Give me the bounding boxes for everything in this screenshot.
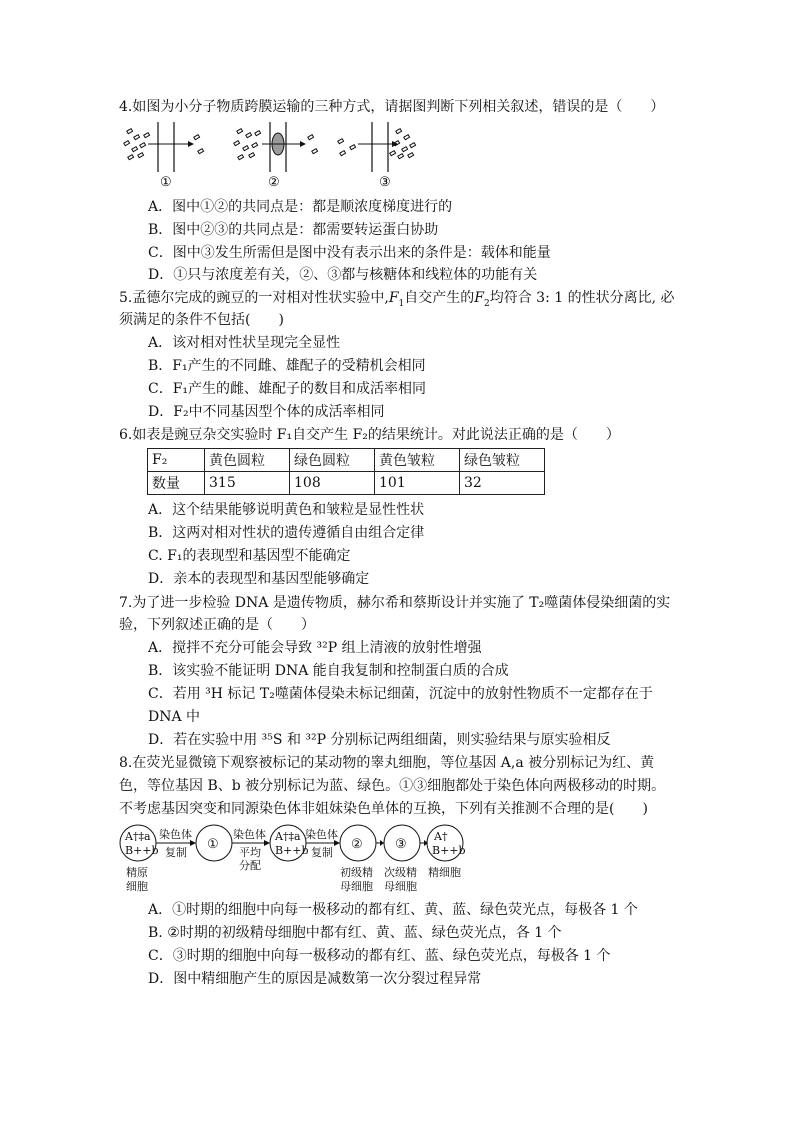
table-row <box>148 472 545 495</box>
q5-stem-part-a: 5.孟德尔完成的豌豆的一对相对性状实验中, <box>119 290 389 306</box>
table-header-cell: 绿色皱粒 <box>460 449 545 472</box>
q5-option-d: D．F₂中不同基因型个体的成活率相同 <box>148 404 385 420</box>
q7-option-d: D．若在实验中用 ³⁵S 和 ³²P 分别标记两组细菌，则实验结果与原实验相反 <box>148 732 611 748</box>
q4-membrane-transport-figure <box>118 122 418 190</box>
q8-stem-line3: 不考虑基因突变和同源染色体非姐妹染色单体的互换，下列有关推测不合理的是( ) <box>119 801 648 817</box>
q6-option-a: A．这个结果能够说明黄色和皱粒是显性性状 <box>148 502 425 518</box>
cell2-bottom-genes: B++b <box>275 844 309 857</box>
table-header-cell: 黄色皱粒 <box>375 449 460 472</box>
arrow2-label-line1: 染色体 <box>233 828 266 841</box>
q4-option-d: D．①只与浓度差有关，②、③都与核糖体和线粒体的功能有关 <box>148 267 538 283</box>
table-cell: 数量 <box>148 472 205 495</box>
circle2-label: ② <box>351 837 363 852</box>
arrow3-label-line2: 复制 <box>311 846 333 859</box>
table-header-cell: 绿色圆粒 <box>290 449 375 472</box>
table-cell: 108 <box>290 472 375 495</box>
circle3-caption-line1: 次级精 <box>384 866 417 879</box>
q5-option-c: C．F₁产生的雌、雄配子的数目和成活率相同 <box>148 381 427 397</box>
q5-f2-sub: 2 <box>483 298 490 309</box>
circle2-caption-line2: 母细胞 <box>340 880 373 893</box>
cell3-top-genes: A† <box>434 830 448 843</box>
figure-label-3: ③ <box>379 175 391 190</box>
table-header-row <box>148 449 545 472</box>
q7-option-b: B．该实验不能证明 DNA 能自我复制和控制蛋白质的合成 <box>148 663 509 679</box>
q8-option-a: A．①时期的细胞中向每一极移动的都有红、黄、蓝、绿色荧光点，每极各 1 个 <box>148 902 638 918</box>
q4-stem: 4.如图为小分子物质跨膜运输的三种方式，请据图判断下列相关叙述，错误的是（ ） <box>119 99 665 115</box>
diffusion-panel-3 <box>338 122 416 172</box>
q8-stem-line1: 8.在荧光显微镜下观察被标记的某动物的睾丸细胞，等位基因 A,a 被分别标记为红、黄 <box>119 755 655 771</box>
cell3-caption: 精细胞 <box>428 866 461 879</box>
cell1-bottom-genes: B++b <box>125 844 159 857</box>
figure-label-2: ② <box>268 175 280 190</box>
cell1-label-line2: 细胞 <box>126 880 148 893</box>
q8-stem-line2: 色，等位基因 B、b 被分别标记为蓝、绿色。①③细胞都处于染色体向两极移动的时期。 <box>119 778 666 794</box>
q5-option-a: A．该对相对性状呈现完全显性 <box>148 335 341 351</box>
q8-option-c: C．③时期的细胞中向每一极移动的都有红、蓝、绿色荧光点，每极各 1 个 <box>148 948 611 964</box>
figure-label-1: ① <box>160 175 172 190</box>
q6-option-c: C. F₁的表现型和基因型不能确定 <box>148 548 351 564</box>
cell2-top-genes: A†‡a <box>275 830 301 843</box>
arrow2-label-line2: 平均 <box>239 846 261 859</box>
q6-stem: 6.如表是豌豆杂交实验时 F₁自交产生 F₂的结果统计。对此说法正确的是（ ） <box>119 427 620 443</box>
q4-option-a: A．图中①②的共同点是：都是顺浓度梯度进行的 <box>148 199 453 215</box>
circle3-caption-line2: 母细胞 <box>384 880 417 893</box>
table-header-cell: 黄色圆粒 <box>205 449 290 472</box>
q5-option-b: B．F₁产生的不同雌、雄配子的受精机会相同 <box>148 358 426 374</box>
q5-stem-part-c: 均符合 3: 1 的性状分离比, 必 <box>489 290 675 306</box>
circle1-label: ① <box>207 837 219 852</box>
diffusion-panel-1 <box>124 122 204 172</box>
arrow2-label-line3: 分配 <box>239 859 261 872</box>
q8-option-d: D．图中精细胞产生的原因是减数第一次分裂过程异常 <box>148 971 482 987</box>
table-header-cell: F₂ <box>148 449 205 472</box>
table-cell: 32 <box>460 472 545 495</box>
q5-stem <box>119 289 675 307</box>
q4-option-c: C．图中③发生所需但是图中没有表示出来的条件是：载体和能量 <box>148 245 551 261</box>
arrow1-label-line2: 复制 <box>165 846 187 859</box>
cell1-label-line1: 精原 <box>126 866 148 879</box>
q4-option-b: B．图中②③的共同点是：都需要转运蛋白协助 <box>148 222 439 238</box>
cell3-bottom-genes: B++b <box>432 844 466 857</box>
circle3-label: ③ <box>395 837 407 852</box>
q7-option-c: C．若用 ³H 标记 T₂噬菌体侵染未标记细菌，沉淀中的放射性物质不一定都存在于 <box>148 686 653 702</box>
q6-option-b: B．这两对相对性状的遗传遵循自由组合定律 <box>148 525 425 541</box>
q7-stem-line2: 验，下列叙述正确的是（ ） <box>119 617 315 633</box>
q6-option-d: D．亲本的表现型和基因型能够确定 <box>148 571 370 587</box>
q7-stem-line1: 7.为了进一步检验 DNA 是遗传物质，赫尔希和蔡斯设计并实施了 T₂噬菌体侵染细菌的实 <box>119 595 671 611</box>
q5-stem-part-b: 自交产生的 <box>404 290 475 306</box>
diffusion-panel-2 <box>234 122 318 172</box>
q5-f1: F <box>388 290 399 306</box>
q8-option-b: B. ②时期的初级精母细胞中都有红、黄、蓝、绿色荧光点，各 1 个 <box>148 925 562 941</box>
table-cell: 101 <box>375 472 460 495</box>
q7-option-a: A．搅拌不充分可能会导致 ³²P 组上清液的放射性增强 <box>148 640 482 656</box>
q7-option-c-cont: DNA 中 <box>148 709 201 725</box>
circle2-caption-line1: 初级精 <box>340 866 373 879</box>
q8-spermatogenesis-figure <box>118 822 478 898</box>
table-cell: 315 <box>205 472 290 495</box>
q5-f1-sub: 1 <box>398 298 405 309</box>
arrow3-label-line1: 染色体 <box>305 828 338 841</box>
arrow1-label-line1: 染色体 <box>159 828 192 841</box>
q6-results-table <box>147 448 545 495</box>
q5-stem-line2: 须满足的条件不包括( ) <box>119 312 284 328</box>
cell1-top-genes: A†‡a <box>125 830 151 843</box>
q5-f2: F <box>474 290 484 306</box>
